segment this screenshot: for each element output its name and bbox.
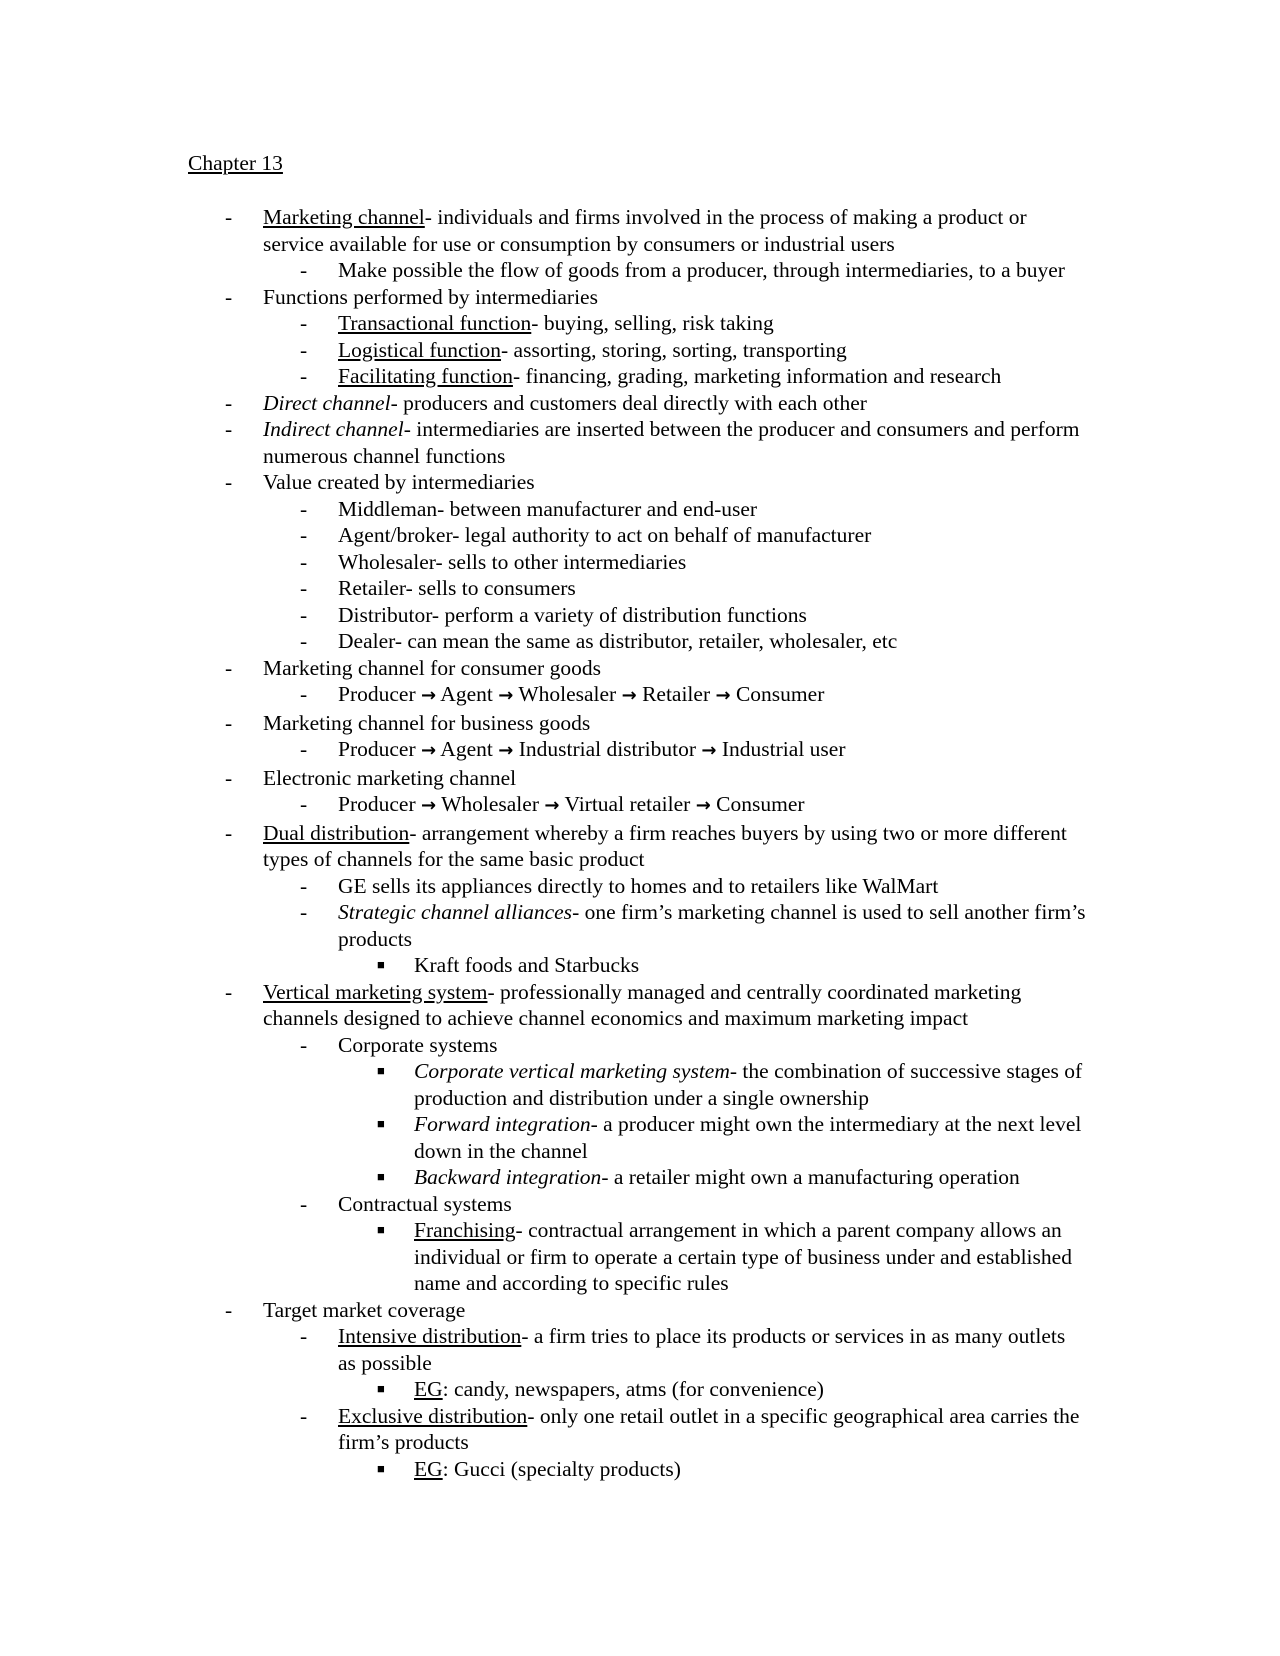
- list-item-vertical-marketing-system: [0, 979, 1088, 1032]
- item-text: Marketing channel for business goods: [263, 710, 591, 735]
- list-item-electronic-channel: [0, 765, 1088, 792]
- list-item-business-chain: [0, 736, 1088, 765]
- term-exclusive-distribution: Exclusive distribution: [338, 1403, 528, 1428]
- item-text: Distributor- perform a variety of distribution functions: [338, 602, 807, 627]
- list-item-facilitating: [0, 363, 1088, 390]
- definition-text: - intermediaries are inserted between the producer and consumers and perform numerous channel functions: [263, 417, 1080, 468]
- chain-step: Industrial distributor: [518, 737, 697, 761]
- dash-bullet: -: [300, 1191, 308, 1216]
- list-item-indirect-channel: [0, 416, 1088, 469]
- list-item-agent-broker: [0, 522, 1088, 549]
- term-vertical-marketing-system: Vertical marketing system: [263, 979, 488, 1004]
- chain-step: Consumer: [716, 792, 805, 816]
- dash-bullet: -: [225, 979, 233, 1004]
- dash-bullet: -: [225, 710, 233, 735]
- dash-bullet: -: [300, 1403, 308, 1428]
- right-arrow-icon: →: [701, 740, 717, 761]
- list-item-marketing-channel: [0, 204, 1088, 257]
- list-item-exclusive-example: [0, 1456, 1088, 1483]
- dash-bullet: -: [225, 470, 233, 494]
- square-bullet-icon: ■: [377, 1460, 385, 1476]
- list-item-wholesaler: [0, 549, 1088, 576]
- item-text: Make possible the flow of goods from a producer, through intermediaries, to a buyer: [338, 258, 1065, 282]
- right-arrow-icon: →: [421, 740, 437, 761]
- dash-bullet: -: [300, 682, 308, 706]
- chain-step: Retailer: [642, 682, 711, 706]
- term-forward-integration: Forward integration: [414, 1112, 591, 1136]
- dash-bullet: -: [225, 765, 233, 790]
- example-text: : candy, newspapers, atms (for convenience): [442, 1377, 824, 1401]
- definition-text: - arrangement whereby a firm reaches buyers by using two or more different types of channels for the same basic product: [263, 820, 1067, 871]
- list-item-value-created: [0, 469, 1088, 496]
- list-item-flow-of-goods: [0, 257, 1088, 284]
- dash-bullet: -: [300, 1032, 308, 1057]
- square-bullet-icon: ■: [377, 1116, 385, 1131]
- eg-label: EG: [414, 1377, 443, 1401]
- list-item-exclusive-distribution: [0, 1403, 1088, 1456]
- item-text: GE sells its appliances directly to homes and to retailers like WalMart: [338, 873, 939, 898]
- dash-bullet: -: [225, 390, 233, 415]
- square-bullet-icon: ■: [377, 1381, 385, 1396]
- definition-text: - individuals and firms involved in the process of making a product or service available for use or consumption by consumers or industrial users: [263, 205, 1027, 256]
- right-arrow-icon: →: [544, 795, 560, 816]
- item-text: Corporate systems: [338, 1032, 498, 1057]
- dash-bullet: -: [300, 792, 308, 816]
- item-text: Retailer- sells to consumers: [338, 576, 576, 600]
- dash-bullet: -: [300, 364, 308, 388]
- dash-bullet: -: [225, 820, 233, 845]
- definition-text: - a retailer might own a manufacturing operation: [601, 1165, 1020, 1189]
- list-item-middleman: [0, 496, 1088, 523]
- term-marketing-channel: Marketing channel: [263, 205, 425, 229]
- item-text: Marketing channel for consumer goods: [263, 655, 601, 680]
- square-bullet-icon: ■: [377, 1063, 385, 1078]
- dash-bullet: -: [300, 602, 308, 627]
- right-arrow-icon: →: [715, 685, 731, 706]
- definition-text: - professionally managed and centrally coordinated marketing channels designed to achieve channel economics and maximum marketing impact: [263, 979, 1022, 1030]
- dash-bullet: -: [300, 1324, 308, 1348]
- item-text: Contractual systems: [338, 1191, 512, 1216]
- list-item-electronic-chain: [0, 791, 1088, 820]
- chain-step: Producer: [338, 792, 416, 816]
- chain-step: Virtual retailer: [564, 792, 691, 816]
- definition-text: - the combination of successive stages of production and distribution under a single ownership: [414, 1059, 1083, 1110]
- item-text: Electronic marketing channel: [263, 765, 517, 790]
- right-arrow-icon: →: [695, 795, 711, 816]
- dash-bullet: -: [225, 1297, 233, 1322]
- dash-bullet: -: [300, 737, 308, 761]
- dash-bullet: -: [300, 576, 308, 600]
- list-item-forward-integration: [0, 1111, 1088, 1164]
- term-indirect-channel: Indirect channel: [263, 417, 404, 441]
- list-item-strategic-alliances: [0, 899, 1088, 952]
- list-item-intensive-distribution: [0, 1323, 1088, 1376]
- definition-text: - a producer might own the intermediary at the next level down in the channel: [414, 1112, 1082, 1163]
- list-item-intensive-example: [0, 1376, 1088, 1403]
- item-text: Value created by intermediaries: [263, 470, 535, 494]
- term-direct-channel: Direct channel: [263, 390, 391, 415]
- chain-step: Consumer: [735, 682, 825, 706]
- term-logistical-function: Logistical function: [338, 337, 502, 362]
- term-backward-integration: Backward integration: [414, 1165, 602, 1189]
- chain-step: Industrial user: [721, 737, 846, 761]
- right-arrow-icon: →: [421, 685, 437, 706]
- definition-text: - a firm tries to place its products or services in as many outlets as possible: [338, 1324, 1066, 1375]
- right-arrow-icon: →: [498, 685, 514, 706]
- notes-list: [0, 204, 1280, 1482]
- term-corporate-vms: Corporate vertical marketing system: [414, 1059, 730, 1083]
- item-text: Dealer- can mean the same as distributor, retailer, wholesaler, etc: [338, 629, 898, 653]
- dash-bullet: -: [300, 258, 308, 282]
- dash-bullet: -: [225, 655, 233, 680]
- item-text: Wholesaler- sells to other intermediaries: [338, 549, 687, 574]
- list-item-consumer-chain: [0, 681, 1088, 710]
- definition-text: - contractual arrangement in which a parent company allows an individual or firm to operate a certain type of business under and established name and according to specific rules: [414, 1218, 1072, 1295]
- right-arrow-icon: →: [621, 685, 637, 706]
- dash-bullet: -: [300, 496, 308, 521]
- chain-step: Producer: [338, 737, 416, 761]
- list-item-franchising: [0, 1217, 1088, 1297]
- dash-bullet: -: [300, 900, 308, 924]
- chain-step: Producer: [338, 682, 416, 706]
- list-item-transactional: [0, 310, 1088, 337]
- definition-text: - financing, grading, marketing information and research: [512, 364, 1002, 388]
- term-intensive-distribution: Intensive distribution: [338, 1324, 522, 1348]
- dash-bullet: -: [225, 417, 233, 441]
- dash-bullet: -: [300, 311, 308, 335]
- term-strategic-channel-alliances: Strategic channel alliances: [338, 900, 573, 924]
- term-franchising: Franchising: [414, 1218, 516, 1242]
- list-item-business-goods: [0, 710, 1088, 737]
- term-facilitating-function: Facilitating function: [338, 364, 513, 388]
- list-item-target-market-coverage: [0, 1297, 1088, 1324]
- chapter-title: Chapter 13: [188, 151, 283, 175]
- chain-step: Agent: [440, 737, 493, 761]
- square-bullet-icon: ■: [377, 957, 385, 972]
- item-text: Agent/broker- legal authority to act on behalf of manufacturer: [338, 523, 872, 547]
- list-item-contractual-systems: [0, 1191, 1088, 1218]
- item-text: Functions performed by intermediaries: [263, 284, 598, 309]
- eg-label: EG: [414, 1456, 443, 1481]
- item-text: Middleman- between manufacturer and end-user: [338, 496, 758, 521]
- list-item-dealer: [0, 628, 1088, 655]
- square-bullet-icon: ■: [377, 1169, 385, 1184]
- right-arrow-icon: →: [498, 740, 514, 761]
- square-bullet-icon: ■: [377, 1222, 385, 1237]
- dash-bullet: -: [300, 337, 308, 362]
- list-item-retailer: [0, 575, 1088, 602]
- definition-text: - only one retail outlet in a specific geographical area carries the firm’s products: [338, 1403, 1080, 1454]
- list-item-kraft-starbucks: [0, 952, 1088, 979]
- chain-step: Wholesaler: [441, 792, 539, 816]
- list-item-corporate-systems: [0, 1032, 1088, 1059]
- term-transactional-function: Transactional function: [338, 311, 532, 335]
- dash-bullet: -: [300, 549, 308, 574]
- definition-text: - one firm’s marketing channel is used to sell another firm’s products: [338, 900, 1086, 951]
- list-item-direct-channel: [0, 390, 1088, 417]
- example-text: : Gucci (specialty products): [442, 1456, 681, 1481]
- dash-bullet: -: [300, 523, 308, 547]
- chain-step: Agent: [440, 682, 493, 706]
- list-item-logistical: [0, 337, 1088, 364]
- list-item-distributor: [0, 602, 1088, 629]
- definition-text: - buying, selling, risk taking: [531, 311, 774, 335]
- definition-text: - producers and customers deal directly with each other: [390, 390, 867, 415]
- dash-bullet: -: [225, 205, 233, 229]
- list-item-corporate-vms: [0, 1058, 1088, 1111]
- dash-bullet: -: [300, 629, 308, 653]
- chain-step: Wholesaler: [518, 682, 617, 706]
- dash-bullet: -: [225, 284, 233, 309]
- list-item-consumer-goods: [0, 655, 1088, 682]
- item-text: Target market coverage: [263, 1297, 466, 1322]
- right-arrow-icon: →: [421, 795, 437, 816]
- dash-bullet: -: [300, 873, 308, 898]
- term-dual-distribution: Dual distribution: [263, 820, 410, 845]
- definition-text: - assorting, storing, sorting, transporting: [501, 337, 847, 362]
- list-item-ge-example: [0, 873, 1088, 900]
- list-item-functions: [0, 284, 1088, 311]
- list-item-dual-distribution: [0, 820, 1088, 873]
- list-item-backward-integration: [0, 1164, 1088, 1191]
- item-text: Kraft foods and Starbucks: [414, 953, 640, 977]
